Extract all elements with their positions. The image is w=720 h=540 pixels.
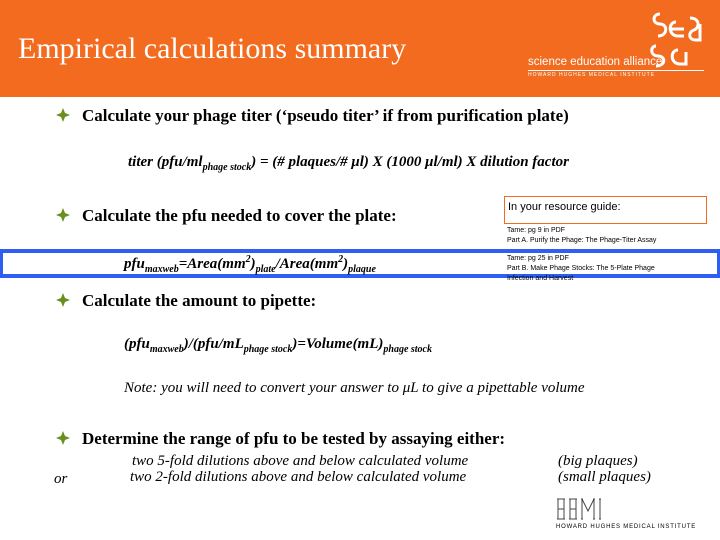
sea-logo bbox=[524, 8, 714, 88]
pfu-formula-b-sup: 2 bbox=[245, 254, 251, 265]
diamond-bullet-icon bbox=[56, 431, 70, 445]
pfu-formula-a: pfu bbox=[124, 256, 145, 272]
pfu-formula-e-sub: plaque bbox=[348, 264, 376, 275]
bullet-pfu-needed: Calculate the pfu needed to cover the plate: bbox=[82, 206, 397, 225]
range-option-5fold-note: (big plaques) bbox=[558, 453, 638, 469]
range-option-2fold-note: (small plaques) bbox=[558, 469, 651, 485]
pfu-formula-d: /Area(mm bbox=[275, 256, 339, 272]
volume-formula-b: )/(pfu/mL bbox=[183, 336, 244, 352]
pfu-formula-b: =Area(mm bbox=[178, 256, 246, 272]
pfu-formula-e: ) bbox=[343, 256, 349, 272]
hhmi-logo-text: HOWARD HUGHES MEDICAL INSTITUTE bbox=[556, 524, 697, 530]
diamond-bullet-icon bbox=[56, 108, 70, 122]
logo-subtext: HOWARD HUGHES MEDICAL INSTITUTE bbox=[528, 72, 656, 78]
guide-ref-2-line2: Part B. Make Phage Stocks: The 5-Plate Phage bbox=[507, 265, 655, 272]
titer-formula bbox=[128, 154, 569, 173]
volume-formula-a: (pfu bbox=[124, 336, 150, 352]
header-bar bbox=[0, 0, 720, 97]
volume-formula-a-sub: maxweb bbox=[149, 344, 184, 355]
pfu-formula-a-sub: maxweb bbox=[144, 264, 179, 275]
pfu-formula-c-sub: plate bbox=[255, 264, 276, 275]
bullet-phage-titer: Calculate your phage titer (‘pseudo titer’ if from purification plate) bbox=[82, 106, 569, 125]
guide-ref-1 bbox=[507, 226, 656, 246]
logo-text: science education alliance bbox=[528, 56, 663, 68]
resource-guide-title: In your resource guide: bbox=[508, 201, 621, 213]
titer-formula-sub: phage stock bbox=[202, 162, 252, 173]
hhmi-logo bbox=[556, 496, 712, 536]
bullet-pipette-amount: Calculate the amount to pipette: bbox=[82, 291, 317, 310]
bullet-pfu-range: Determine the range of pfu to be tested by assaying either: bbox=[82, 429, 506, 448]
pfu-formula bbox=[124, 254, 376, 275]
range-option-5fold: two 5-fold dilutions above and below calculated volume bbox=[132, 453, 469, 469]
resource-guide-box bbox=[504, 196, 707, 224]
range-or-label: or bbox=[54, 471, 68, 487]
conversion-note: Note: you will need to convert your answer to μL to give a pipettable volume bbox=[124, 380, 585, 396]
volume-formula-c-sub: phage stock bbox=[383, 344, 432, 355]
titer-formula-part-b: ) = (# plaques/# μl) X (1000 μl/ml) X dilution factor bbox=[251, 154, 569, 170]
guide-ref-2 bbox=[507, 254, 655, 284]
pfu-formula-d-sup: 2 bbox=[338, 254, 344, 265]
volume-formula-b-sub: phage stock bbox=[243, 344, 293, 355]
titer-formula-part-a: titer (pfu/ml bbox=[128, 154, 203, 170]
range-option-2fold: two 2-fold dilutions above and below calculated volume bbox=[130, 469, 467, 485]
guide-ref-2-line3: Infection and Harvest bbox=[507, 275, 574, 282]
diamond-bullet-icon bbox=[56, 293, 70, 307]
hhmi-mark-icon bbox=[556, 496, 616, 522]
guide-ref-1-line1: Tame: pg 9 in PDF bbox=[507, 227, 565, 234]
logo-divider bbox=[528, 70, 704, 71]
pfu-formula-c: ) bbox=[250, 256, 256, 272]
page-title: Empirical calculations summary bbox=[18, 32, 407, 65]
volume-formula bbox=[124, 336, 432, 355]
guide-ref-2-line1: Tame: pg 25 in PDF bbox=[507, 255, 569, 262]
volume-formula-c: )=Volume(mL) bbox=[292, 336, 384, 352]
guide-ref-1-line2: Part A. Purify the Phage: The Phage-Titer Assay bbox=[507, 237, 657, 244]
diamond-bullet-icon bbox=[56, 208, 70, 222]
